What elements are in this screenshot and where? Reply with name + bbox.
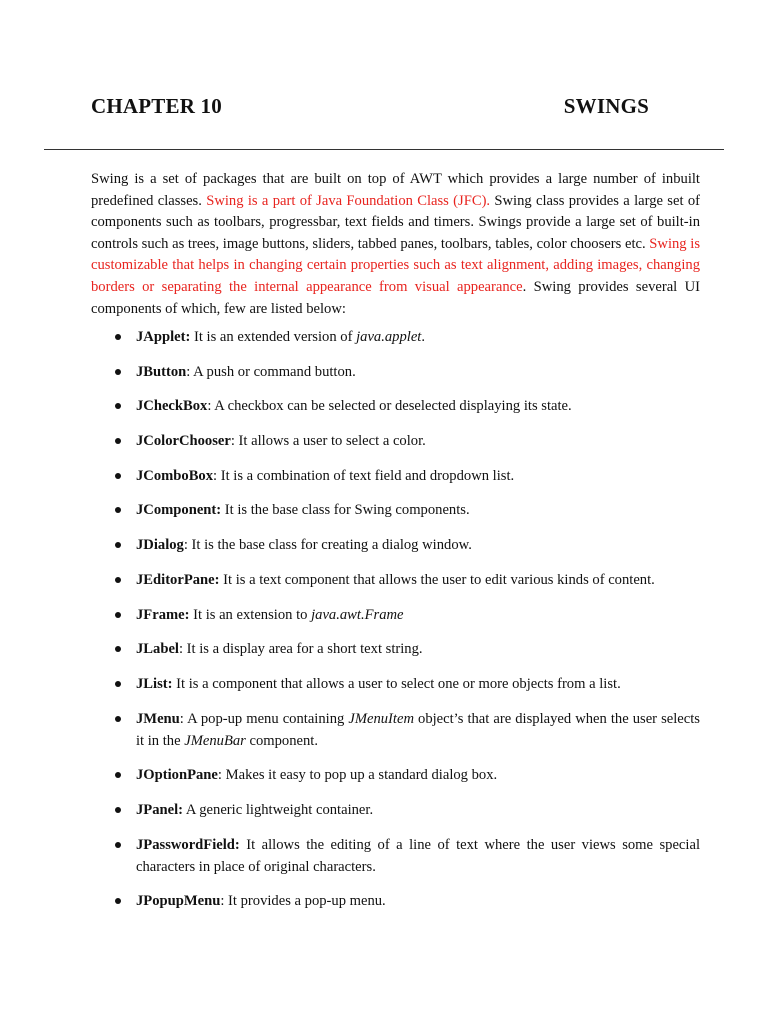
bullet-icon [115,473,121,479]
list-item [91,890,700,912]
item-italic: JMenuItem [348,710,414,727]
intro-highlight-1: Swing is a part of Java Foundation Class (JFC). [206,192,491,209]
item-text: : It provides a pop-up menu. [220,893,386,910]
item-text: : A checkbox can be selected or deselected displaying its state. [207,398,572,415]
list-item [91,638,700,660]
item-text: It is a text component that allows the user to edit various kinds of content. [219,571,655,588]
item-text: It is the base class for Swing components. [221,502,470,519]
list-item [91,534,700,556]
header-divider [44,149,724,150]
list-item [91,326,700,348]
item-after-2: component. [245,732,319,749]
intro-text-2: Swing class provides a large set of components such as toolbars, progressbar, text fields and timers. Swings provide a large set of built-in controls such as trees, image buttons, sliders, tabbed panes, toolbars, tables, color choosers etc. [91,192,700,252]
item-term: JFrame: [136,606,190,623]
item-term: JMenu [136,710,180,727]
bullet-icon [115,612,121,618]
item-text: : It is a display area for a short text string. [178,641,423,658]
intro-paragraph [91,169,700,320]
list-item [91,569,700,591]
item-italic: java.applet [356,329,422,345]
bullet-icon [115,542,121,548]
bullet-icon [115,577,121,583]
item-italic: java.awt.Frame [311,606,404,623]
item-text: : A push or command button. [186,363,356,380]
bullet-icon [115,369,121,375]
list-item [91,361,700,383]
list-item [91,604,700,626]
bullet-icon [115,646,121,652]
component-list [91,326,700,925]
chapter-header [91,94,649,119]
item-term: JPanel: [136,801,184,818]
item-term: JComboBox [136,467,214,484]
item-term: JDialog [136,537,184,554]
item-term: JButton [136,363,187,380]
intro-text-1: Swing is a set of packages that are built on top of AWT which provides a large number of inbuilt predefined classes. [91,171,700,209]
item-text: : It allows a user to select a color. [230,433,426,450]
item-term: JColorChooser [136,433,231,450]
list-item [91,764,700,786]
list-item [91,673,700,695]
item-term: JCheckBox [136,398,208,415]
item-term: JComponent: [136,502,222,519]
bullet-icon [115,334,121,340]
bullet-icon [115,807,121,813]
item-term: JLabel [136,641,179,658]
list-item [91,708,700,752]
bullet-icon [115,507,121,513]
bullet-icon [115,772,121,778]
item-text: : It is the base class for creating a dialog window. [183,537,472,554]
intro-text-3: . Swing provides several UI components of which, few are listed below: [91,278,700,317]
item-text: It allows the editing of a line of text where the user views some special characters in place of original characters. [136,836,700,875]
list-item [91,799,700,821]
intro-highlight-2: Swing is customizable that helps in changing certain properties such as text alignment, adding images, changing borders or separating the internal appearance from visual appearance [91,235,700,295]
list-item [91,430,700,452]
item-text: It is a component that allows a user to select one or more objects from a list. [172,675,621,692]
list-item [91,465,700,487]
item-term: JList: [136,675,173,692]
item-term: JApplet: [136,329,191,345]
item-term: JEditorPane: [136,571,220,588]
list-item [91,834,700,878]
item-term: JPopupMenu [136,893,221,910]
bullet-icon [115,716,121,722]
item-text: A generic lightweight container. [183,801,374,818]
bullet-icon [115,842,121,848]
chapter-number: CHAPTER 10 [91,94,222,118]
bullet-icon [115,681,121,687]
bullet-icon [115,898,121,904]
item-after: object’s that are displayed when the user selects it in the [136,710,700,749]
item-text: It is an extended version of [190,329,357,345]
item-text: : A pop-up menu containing [179,710,349,727]
item-text: : It is a combination of text field and dropdown list. [213,467,515,484]
item-italic-2: JMenuBar [184,732,246,749]
item-after: . [421,329,426,345]
bullet-icon [115,438,121,444]
list-item [91,499,700,521]
list-item [91,395,700,417]
item-text: It is an extension to [189,606,312,623]
bullet-icon [115,403,121,409]
chapter-title: SWINGS [563,94,649,118]
item-text: : Makes it easy to pop up a standard dialog box. [217,767,498,784]
item-term: JOptionPane [136,767,218,784]
item-term: JPasswordField: [136,836,240,853]
